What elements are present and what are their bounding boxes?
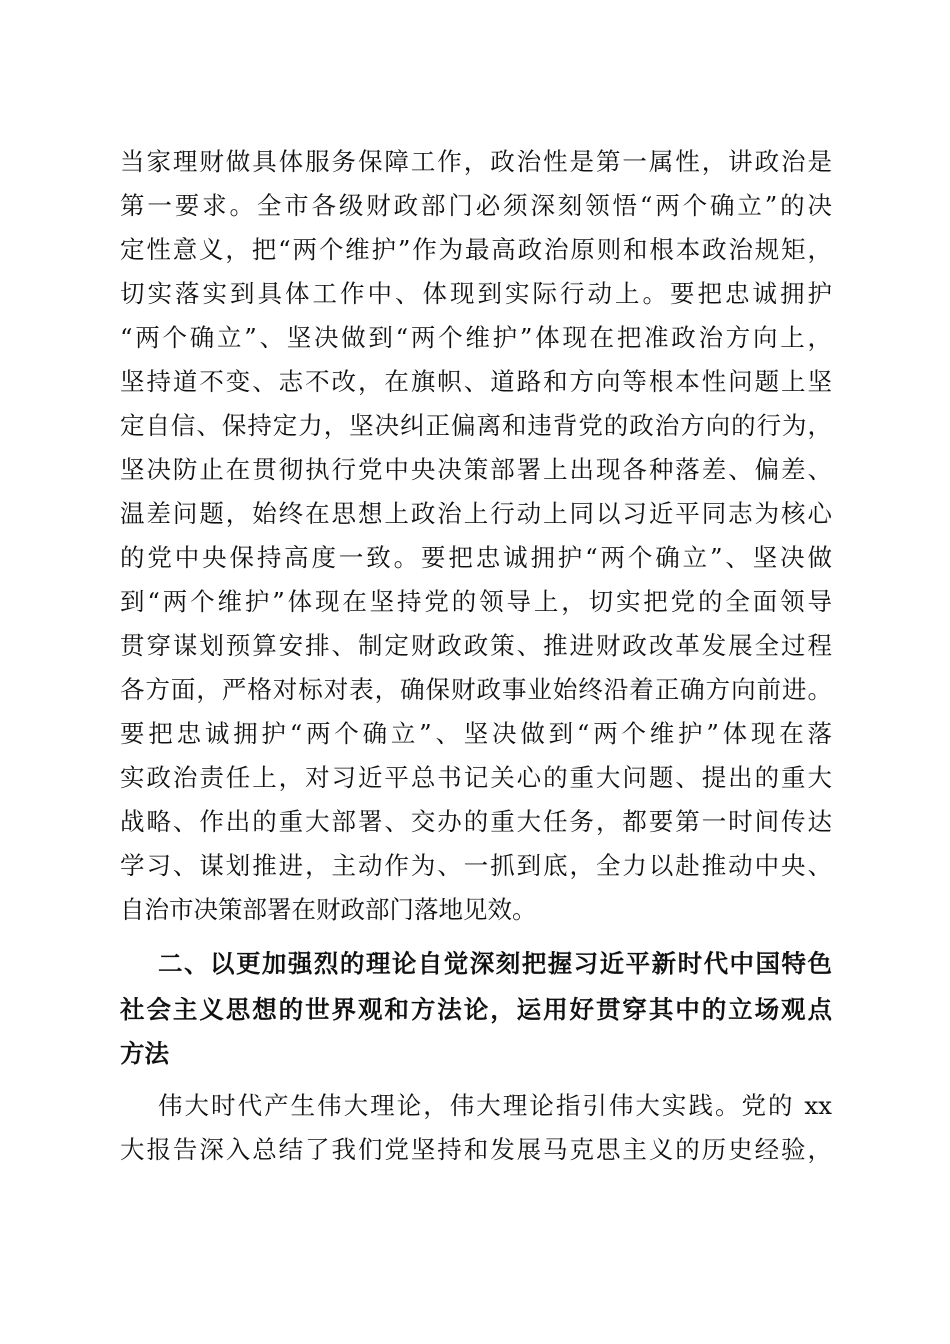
paragraph-1-line-18: 自治市决策部署在财政部门落地见效。	[120, 895, 537, 924]
paragraph-1-line-1: 当家理财做具体服务保障工作，政治性是第一属性，讲政治是	[120, 147, 832, 176]
paragraph-1-line-7: 定自信、保持定力，坚决纠正偏离和违背党的政治方向的行为，	[120, 411, 832, 440]
paragraph-1-line-16: 战略、作出的重大部署、交办的重大任务，都要第一时间传达	[120, 807, 832, 836]
paragraph-1-line-15: 实政治责任上，对习近平总书记关心的重大问题、提出的重大	[120, 763, 832, 792]
section-heading-line-3: 方法	[120, 1039, 169, 1068]
paragraph-2-line-1: 伟大时代产生伟大理论，伟大理论指引伟大实践。党的 xx	[158, 1091, 832, 1120]
section-heading-line-1: 二、以更加强烈的理论自觉深刻把握习近平新时代中国特色	[158, 949, 832, 978]
paragraph-1-line-12: 贯穿谋划预算安排、制定财政政策、推进财政改革发展全过程	[120, 631, 832, 660]
paragraph-1-line-2: 第一要求。全市各级财政部门必须深刻领悟“两个确立”的决	[120, 191, 832, 220]
paragraph-1-line-10: 的党中央保持高度一致。要把忠诚拥护“两个确立”、坚决做	[120, 543, 832, 572]
paragraph-1-line-4: 切实落实到具体工作中、体现到实际行动上。要把忠诚拥护	[120, 279, 832, 308]
paragraph-1-line-5: “两个确立”、坚决做到“两个维护”体现在把准政治方向上，	[120, 323, 832, 352]
paragraph-1-line-6: 坚持道不变、志不改，在旗帜、道路和方向等根本性问题上坚	[120, 367, 832, 396]
paragraph-1-line-8: 坚决防止在贯彻执行党中央决策部署上出现各种落差、偏差、	[120, 455, 832, 484]
section-heading-line-2: 社会主义思想的世界观和方法论，运用好贯穿其中的立场观点	[120, 995, 832, 1024]
paragraph-2-line-2: 大报告深入总结了我们党坚持和发展马克思主义的历史经验，	[120, 1135, 832, 1164]
paragraph-1-line-3: 定性意义，把“两个维护”作为最高政治原则和根本政治规矩，	[120, 235, 832, 264]
paragraph-1-line-13: 各方面，严格对标对表，确保财政事业始终沿着正确方向前进。	[120, 675, 832, 704]
paragraph-1-line-9: 温差问题，始终在思想上政治上行动上同以习近平同志为核心	[120, 499, 832, 528]
paragraph-1-line-17: 学习、谋划推进，主动作为、一抓到底，全力以赴推动中央、	[120, 851, 832, 880]
paragraph-1-line-14: 要把忠诚拥护“两个确立”、坚决做到“两个维护”体现在落	[120, 719, 832, 748]
paragraph-1-line-11: 到“两个维护”体现在坚持党的领导上，切实把党的全面领导	[120, 587, 832, 616]
